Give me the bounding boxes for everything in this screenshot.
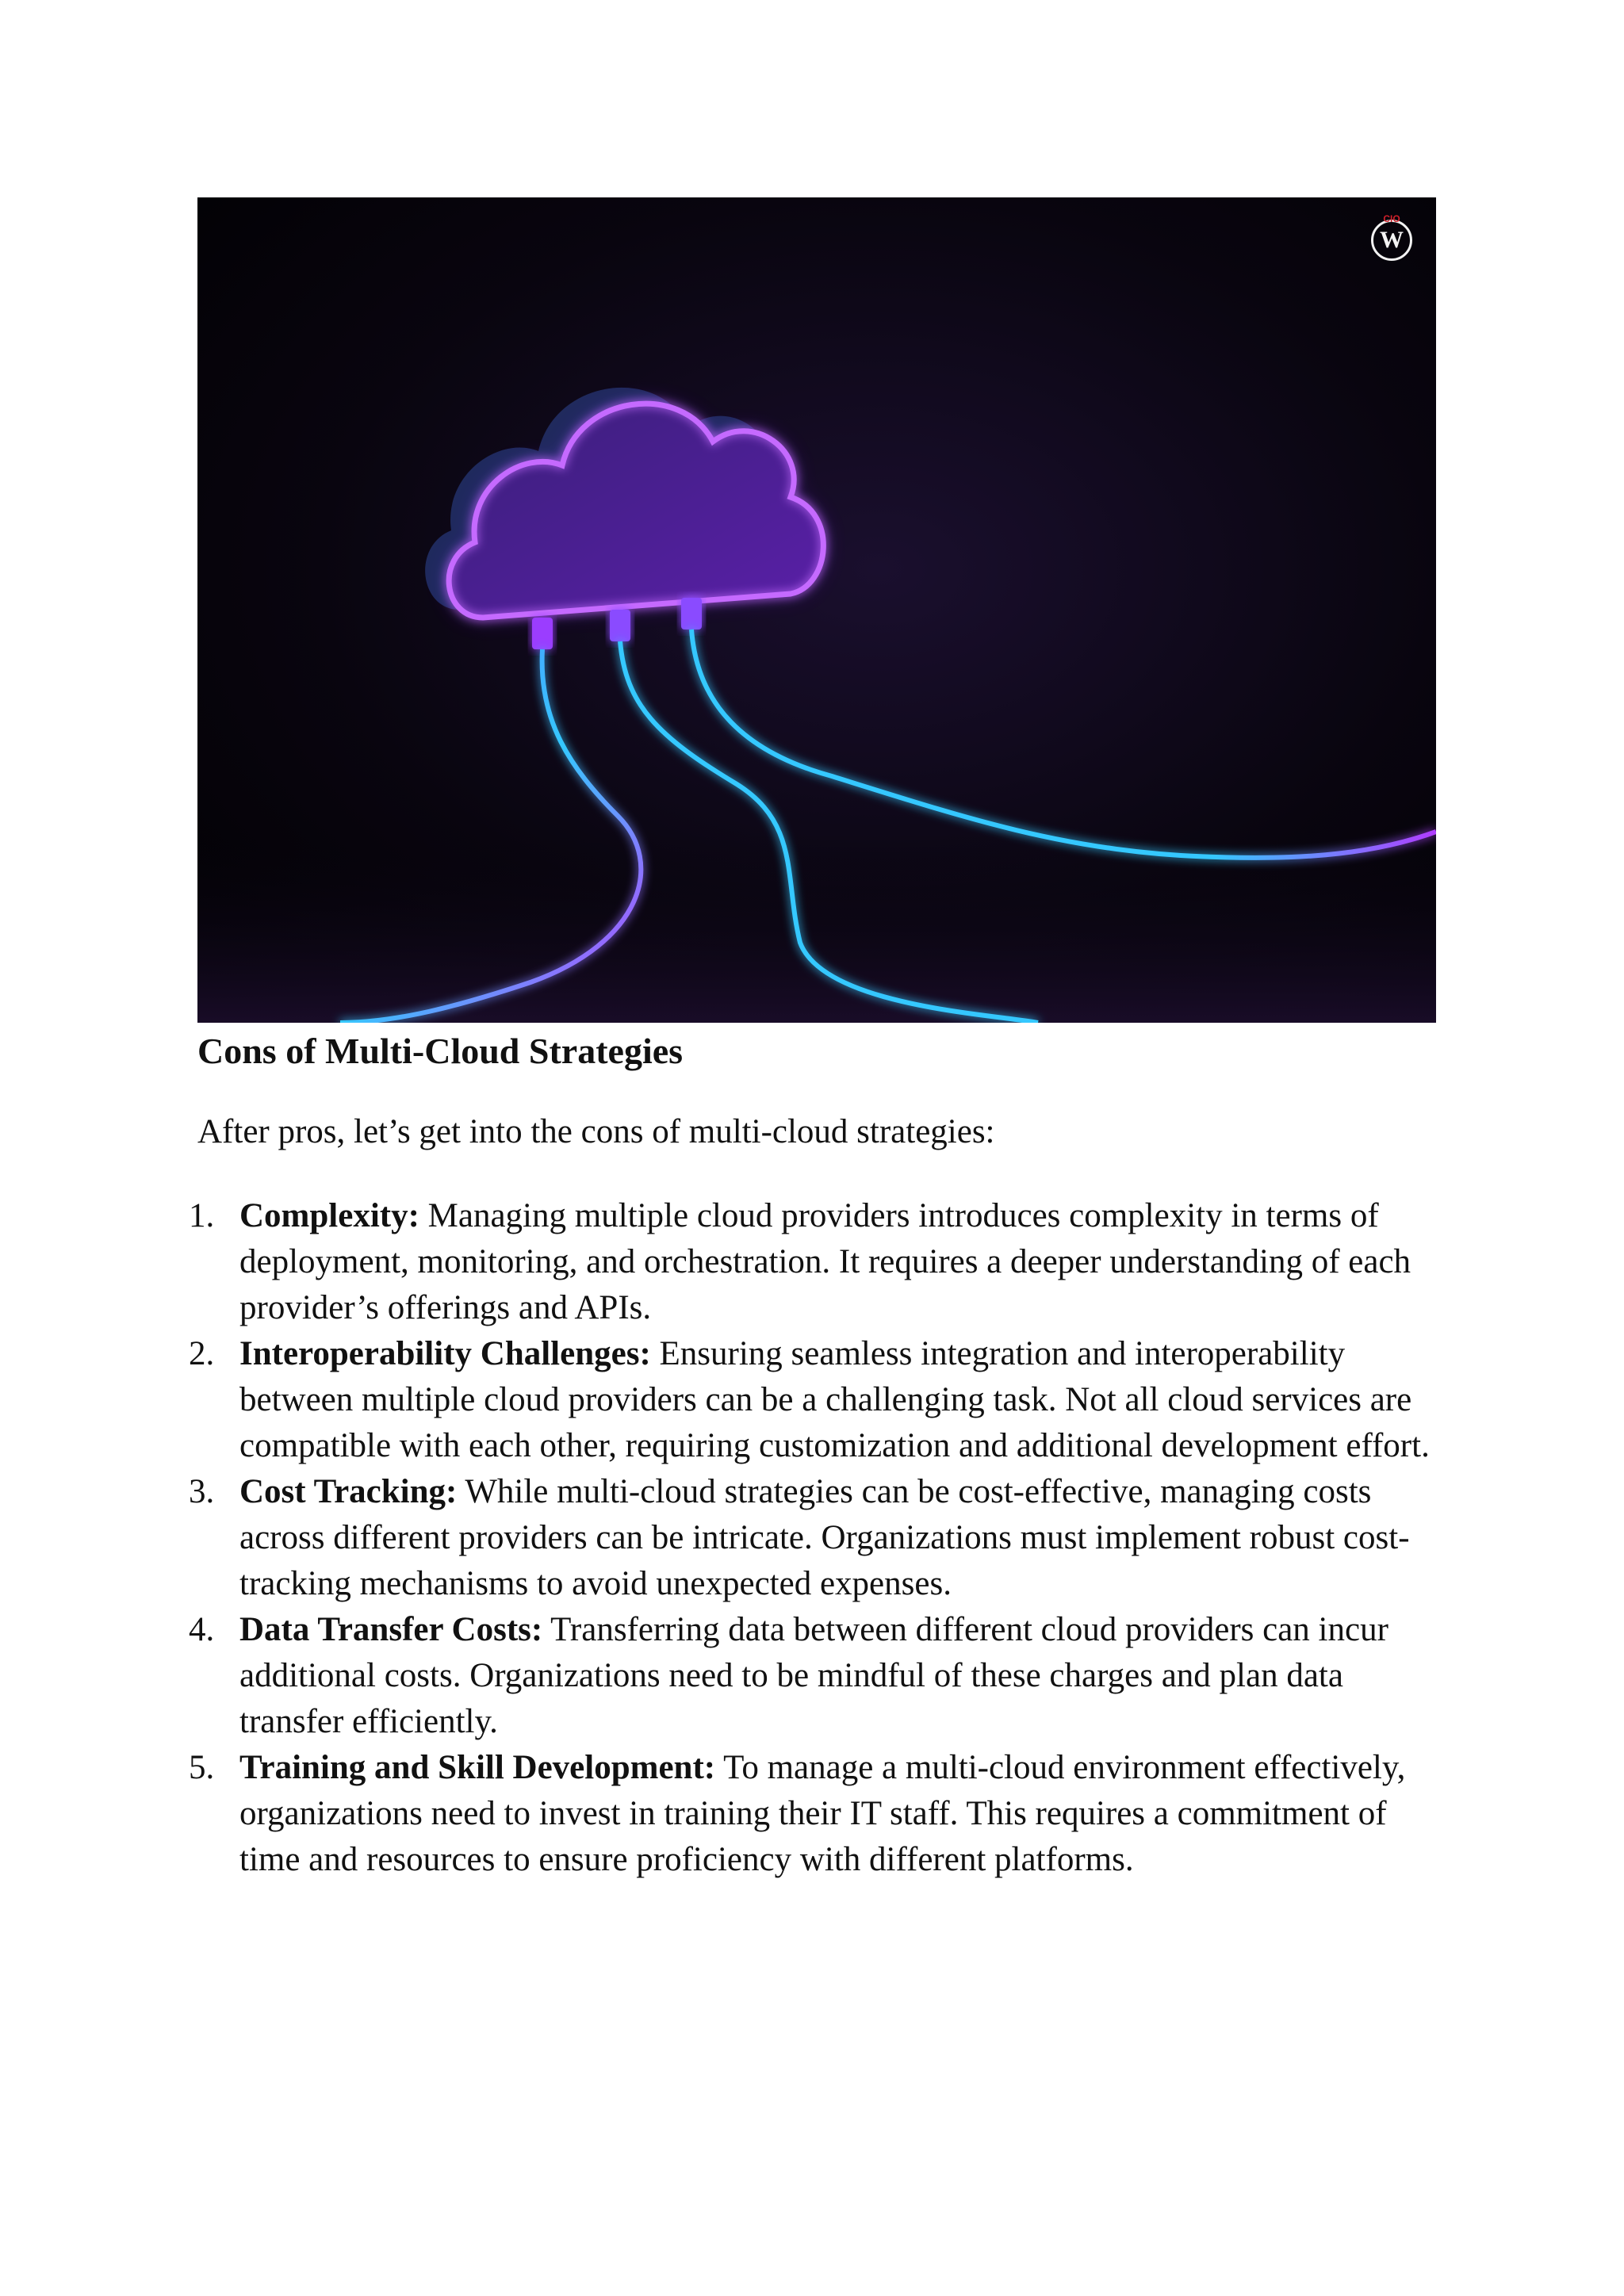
hero-image [197,197,1436,1023]
article-body [189,1027,1436,1883]
list-item [189,1607,1436,1745]
item-title: Cost Tracking: [239,1473,458,1510]
logo-superscript: CIO [1383,213,1400,224]
item-title: Interoperability Challenges: [239,1335,651,1372]
item-text: To manage a multi-cloud environment effectively, organizations need to invest in training their IT staff. This requires a commitment of time and resources to ensure proficiency with different platforms. [239,1749,1406,1878]
item-text: Managing multiple cloud providers introduces complexity in terms of deployment, monitoring, and orchestration. It requires a deeper understanding of each provider’s offerings and APIs. [239,1197,1411,1326]
list-number: 5. [189,1749,215,1786]
cloud-cables-illustration [197,197,1436,1023]
publisher-logo [1371,213,1412,261]
item-title: Complexity: [239,1197,419,1234]
item-text: Ensuring seamless integration and interoperability between multiple cloud providers can be a challenging task. Not all cloud services are compatible with each other, requiring customization and additional development effort. [239,1335,1430,1464]
list-item [189,1331,1436,1469]
intro-paragraph: After pros, let’s get into the cons of multi-cloud strategies: [197,1113,995,1150]
item-title: Training and Skill Development: [239,1749,716,1786]
cons-list [189,1193,1436,1883]
item-text: While multi-cloud strategies can be cost-effective, managing costs across different providers can be intricate. Organizations must implement robust cost-tracking mechanisms to avoid unexpected expenses. [239,1473,1410,1602]
item-title: Data Transfer Costs: [239,1611,543,1648]
item-text: Transferring data between different cloud providers can incur additional costs. Organizations need to be mindful of these charges and plan data transfer efficiently. [239,1611,1388,1740]
list-item [189,1469,1436,1607]
logo-letter: W [1380,227,1404,253]
list-item [189,1745,1436,1883]
list-number: 4. [189,1611,215,1648]
list-item [189,1193,1436,1331]
list-number: 3. [189,1473,215,1510]
list-number: 1. [189,1197,215,1234]
list-number: 2. [189,1335,215,1372]
section-heading: Cons of Multi-Cloud Strategies [197,1031,684,1071]
